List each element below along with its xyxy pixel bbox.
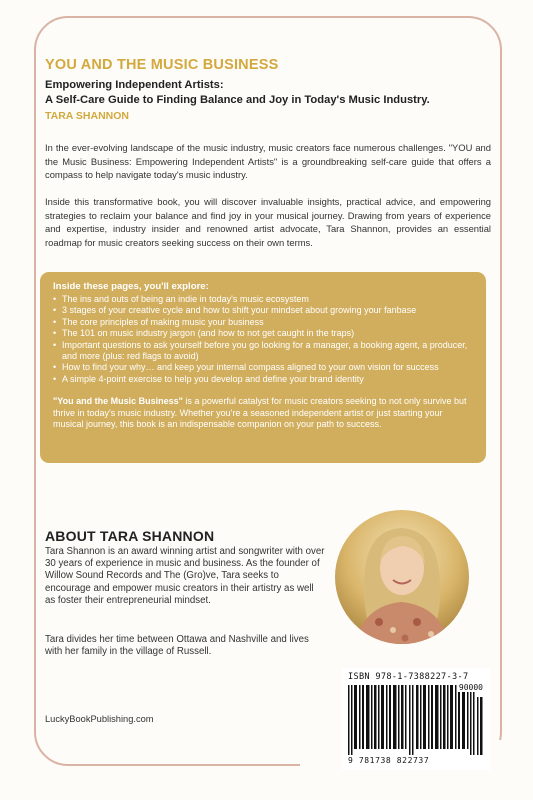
barcode-graphic: [348, 685, 484, 755]
closing-text: is a powerful catalyst for music creators seeking to not only survive but thrive in today's music industry. Whether you're a seasoned independent artist or just starting your musical journey, this book is an indispensable companion on your path to success.: [53, 396, 467, 430]
about-heading: ABOUT TARA SHANNON: [45, 528, 215, 544]
explore-list: [53, 294, 473, 385]
book-subtitle: [45, 78, 430, 108]
list-item: • The core principles of making music your business: [53, 317, 473, 328]
isbn-text: ISBN 978-1-7388227-3-7: [348, 672, 469, 682]
bio-paragraph-2: Tara divides her time between Ottawa and Nashville and lives with her family in the village of Russell.: [45, 634, 309, 658]
isbn-barcode: [342, 668, 490, 770]
author-name: TARA SHANNON: [45, 110, 129, 122]
closing-book-title: "You and the Music Business": [53, 396, 183, 407]
author-photo: [335, 510, 469, 644]
list-item: • How to find your why… and keep your internal compass aligned to your own vision for success: [53, 362, 473, 373]
intro-paragraph-1: In the ever-evolving landscape of the music industry, music creators face numerous challenges. "YOU and the Music Business: Empowering Independent Artists" is a groundbreaking self-care guide that offers a compass to help navigate today's music industry.: [45, 142, 491, 180]
subtitle-line-1: Empowering Independent Artists:: [45, 79, 224, 91]
explore-closing: [53, 396, 473, 431]
barcode-digits: 9 781738 822737: [348, 756, 430, 765]
bio-paragraph-1: Tara Shannon is an award winning artist and songwriter with over 30 years of experience in music and business. As the founder of Willow Sound Records and The (Gro)ve, Tara seeks to encourage and empower music creators in their artistry as well as foster their entrepreneurial mindset.: [45, 546, 325, 606]
subtitle-line-2: A Self-Care Guide to Finding Balance and Joy in Today's Music Industry.: [45, 94, 430, 106]
list-item: • Important questions to ask yourself before you go looking for a manager, a booking agent, a producer, and more (plus: red flags to avoid): [53, 340, 473, 363]
list-item: • The ins and outs of being an indie in today's music ecosystem: [53, 294, 473, 305]
intro-paragraph-2: Inside this transformative book, you will discover invaluable insights, practical advice, and empowering strategies to reclaim your balance and find joy in your musical journey. Drawing from years of experience and expertise, industry insider and renowned artist advocate, Tara Shannon, provides an essential roadmap for music creators seeking success on their own terms.: [45, 196, 491, 248]
explore-box: [40, 272, 486, 463]
explore-heading: Inside these pages, you'll explore:: [53, 281, 209, 292]
barcode-bars: [348, 685, 484, 755]
publisher-website: LuckyBookPublishing.com: [45, 714, 154, 724]
list-item: • 3 stages of your creative cycle and how to shift your mindset about growing your fanbase: [53, 305, 473, 316]
author-portrait-image: [335, 510, 469, 644]
list-item: • The 101 on music industry jargon (and how to not get caught in the traps): [53, 328, 473, 339]
list-item: • A simple 4-point exercise to help you develop and define your brand identity: [53, 374, 473, 385]
book-title: YOU AND THE MUSIC BUSINESS: [45, 57, 279, 73]
price-code: 90000: [458, 683, 483, 692]
